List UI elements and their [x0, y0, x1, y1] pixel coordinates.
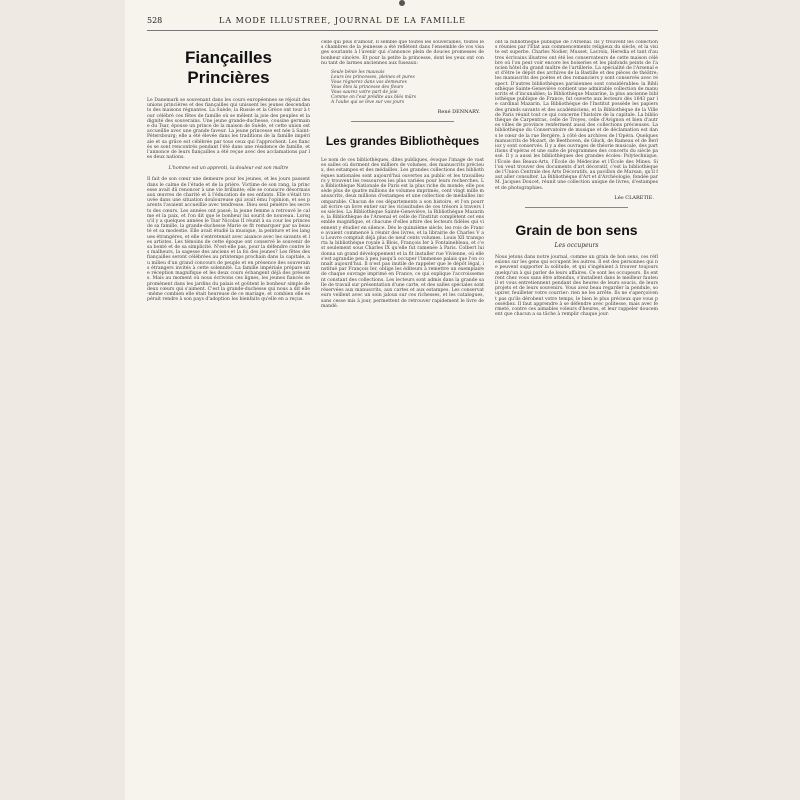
- verse-intro: celle qui plus d'amour, Il semble que toutes les souveraines, toutes les chambres de la jeunesse a été reflètent dans l'ensemble de vos visages souriants à l'avenir qui s'annonce plein de douces promesses de bonheur sincère. Et pour la petite la princesse, dont les yeux ont connu tant de larmes anciennes aux fuseaux:: [321, 40, 484, 66]
- article-body-fiancailles-continued: Il fait de son cœur une demeure pour les jeunes, et les jours passent dans le calme de l'étude et de la prière. Victime de son rang, la princesse avait dû renoncer à une vie brillante; elle se consacre désormais aux œuvres de charité et à l'éducation de ses enfants. Elle s'était trouvée dans une situation douloureuse qui avait ému l'opinion, et ses parents l'avaient accueillie avec tendresse. Dieu seul pénètre les secrets des cœurs. Les années ont passé; la jeune femme a retrouvé le calme et la paix, et l'on dit que le bonheur lui sourit de nouveau. Lorsqu'il y a quelques années le Tsar Nicolas II réunit à sa cour les princes de sa famille, la grande-duchesse Marie se fit remarquer par sa beauté et sa modestie. Elle avait étudié la musique, la peinture et les langues étrangères, et elle s'entretenait avec aisance avec les savants et les artistes. Les témoins de cette époque ont conservé le souvenir de sa bonté et de sa simplicité. N'est-elle pas, pour la défendre contre les malheurs, la sagesse des anciens et la foi des jeunes? Les fêtes des fiançailles seront célébrées au printemps prochain dans la capitale, au milieu d'un grand concours de peuple et en présence des souverains étrangers invités à cette solennité. La famille impériale prépare une réception magnifique et les deux cours échangent déjà des présents. Mais au moment où nous écrivons ces lignes, les jeunes fiancés se promènent dans les jardins du palais et goûtent le bonheur simple de deux cœurs qui s'aiment. C'est la grande-duchesse qui nous a dit elle-même combien elle était heureuse de ce mariage, et combien elle espérait rendre à son pays d'adoption les bienfaits qu'elle en a reçus.: [147, 177, 310, 303]
- poem-line: Vous saurez votre part de joie: [331, 90, 398, 96]
- article-title-fiancailles: Fiançailles Princières: [185, 48, 272, 87]
- article-body-bibliotheques-continued: ont la bibliothèque publique de l'Arsenal. Ils y trouvent les collections réunies par l'État aux commencements religieux du siècle, et la visite est superbe. Charles Nodier, Musset, Lacroix, Heredia et tant d'autres écrivains illustres ont été les conservateurs de cette maison célèbre où l'on peut voir encore les boiseries et les plafonds peints de l'ancien hôtel du grand maître de l'artillerie. La spécialité de l'Arsenal est d'être le dépôt des archives de la Bastille et des pièces de théâtre; les manuscrits des poètes et des romanciers y sont conservés avec respect. D'autres bibliothèques parisiennes sont considérables: la Bibliothèque Sainte-Geneviève contient une admirable collection de manuscrits et d'incunables; la Bibliothèque Mazarine, la plus ancienne bibliothèque publique de France, fut ouverte aux lecteurs dès 1643 par le cardinal Mazarin. La Bibliothèque de l'Institut possède les papiers des grands savants et des académiciens, et la Bibliothèque de la Ville de Paris réunit tout ce qui concerne l'histoire de la capitale. La bibliothèque de Carpentras, celle de Troyes, celle d'Avignon et bien d'autres villes de province renferment aussi des collections précieuses. La bibliothèque du Conservatoire de musique et de déclamation est dans le cœur de la rue Bergère, à côté des archives de l'Opéra. Quelques manuscrits de Mozart, de Beethoven, de Gluck, de Rameau et de Berlioz y sont conservés. Il y a des ouvrages de théorie musicale, des partitions d'opéras et une suite de programmes des concerts du siècle passé. Il y a aussi les bibliothèques des grandes écoles: Polytechnique, l'École des Beaux-Arts, l'École de Médecine et l'École des Mines. Si l'on veut trouver des documents d'art décoratif, c'est la bibliothèque de l'Union Centrale des Arts Décoratifs, au pavillon de Marsan, qu'il faut aller consulter. La Bibliothèque d'Art et d'Archéologie, fondée par M. Jacques Doucet, réunit une collection unique de livres, d'estampes et de photographies.: [495, 40, 658, 191]
- article-caption: L'homme est un apprenti, la douleur est son maître: [168, 166, 289, 172]
- poem-line: Vous régnerez dans vos demeures: [331, 80, 407, 86]
- column-right: [495, 40, 658, 772]
- poem-line: Vous êtes la princesse des fleurs: [331, 85, 404, 91]
- poem: [331, 70, 474, 105]
- poem-signature: René DENNARY.: [437, 109, 480, 116]
- article-subtitle-grain: Les occupeurs: [554, 241, 599, 249]
- section-divider: [351, 121, 454, 122]
- poem-line: Seule bénie les mauvais: [331, 70, 385, 76]
- article-title-grain: Grain de bon sens: [515, 221, 638, 238]
- article-title-bibliotheques: Les grandes Bibliothèques: [325, 134, 480, 149]
- article-body-bibliotheques: Le nom de ces bibliothèques, dites publiques, évoque l'image de vastes salles où dorment des milliers de volumes, des manuscrits précieux, des estampes et des médailles. Les grandes collections des bibliothèques nationales sont aujourd'hui ouvertes au public et les travailleurs y trouvent les ressources les plus variées pour leurs recherches. La Bibliothèque Nationale de Paris est la plus riche du monde; elle possède plus de quatre millions de volumes imprimés, cent vingt mille manuscrits, deux millions d'estampes et une collection de médailles incomparable. Chacun de ces départements a son histoire, et l'on pourrait écrire un livre entier sur les vicissitudes de ces trésors à travers les siècles. La Bibliothèque Sainte-Geneviève, la Bibliothèque Mazarine, la Bibliothèque de l'Arsenal et celle de l'Institut complètent cet ensemble magnifique, et chacune d'elles attire des lecteurs fidèles qui viennent y étudier en silence. Dès le quinzième siècle, les rois de France avaient commencé à réunir des livres, et la librairie de Charles V au Louvre comptait déjà plus de neuf cents volumes. Louis XII transporta la bibliothèque royale à Blois, François Ier à Fontainebleau, et c'est seulement sous Charles IX qu'elle fut ramenée à Paris. Colbert lui donna un grand développement et la fit installer rue Vivienne, où elle s'est agrandie peu à peu jusqu'à occuper l'immense palais que l'on connaît aujourd'hui. Il n'est pas inutile de rappeler que le dépôt légal, institué par François Ier, oblige les éditeurs à remettre un exemplaire de chaque ouvrage imprimé en France, ce qui explique l'accroissement constant des collections. Les lecteurs sont admis dans la grande salle de travail sur présentation d'une carte, et des salles spéciales sont réservées aux manuscrits, aux cartes et aux estampes. Les conservateurs veillent avec un soin jaloux sur ces richesses, et les catalogues, sans cesse mis à jour, permettent de retrouver rapidement le livre demandé.: [321, 158, 484, 309]
- article-body-grain: Nous jetons dans notre journal, comme un grain de bon sens, ces réflexions sur les gens qui occupent les autres. Il est des personnes qui ne peuvent supporter la solitude, et qui s'ingénient à trouver toujours quelqu'un à qui parler de leurs affaires. Ce sont les occupeurs. Ils entrent chez vous sans être attendus, s'installent dans le meilleur fauteuil et vous entretiennent pendant des heures de leurs soucis, de leurs projets et de leurs souvenirs. Vous avez beau regarder la pendule, soupirer, feuilleter votre courrier: rien ne les arrête. Ils ne s'aperçoivent pas qu'ils dérobent votre temps, le bien le plus précieux que vous possédiez. Il faut apprendre à se défendre avec politesse, mais avec fermeté, contre ces aimables voleurs d'heures, et leur rappeler doucement que chacun a sa tâche à remplir chaque jour.: [495, 254, 658, 318]
- article-body-fiancailles: Le Danemark se souvenant dans les cours européennes se réjouit des unions princières et des fiançailles qui unissent les jeunes descendants des maisons régnantes. La Suède, la Russie et la Grèce ont tour à tour célébré ces fêtes de famille où se mêlent la joie des peuples et la dignité des souverains. Une jeune grande-duchesse, cousine germaine du Tsar, épouse un prince de la maison de Suède, et cette union est accueillie avec une grande faveur. La jeune princesse est née à Saint-Pétersbourg; elle a été élevée dans les traditions de la famille impériale et sa grâce est célébrée par tous ceux qui l'approchent. Les fiancés se sont rencontrés pendant l'été dans une résidence de famille, et l'annonce de leurs fiançailles a été reçue avec des acclamations par les deux nations.: [147, 98, 310, 161]
- column-middle: [321, 40, 484, 772]
- poem-line: Leurs les princesses, pleines et pures: [331, 75, 415, 81]
- header-rule: [147, 30, 658, 31]
- binding-hole: [399, 0, 405, 6]
- page-header: [147, 16, 658, 28]
- journal-title: LA MODE ILLUSTRÉE, JOURNAL DE LA FAMILLE: [219, 16, 466, 25]
- poem-line: Comme on l'eut prédite aux blés mûrs: [331, 95, 416, 101]
- column-left: [147, 40, 310, 772]
- poem-line: A l'aube qui se lève sur vos jours: [331, 100, 405, 106]
- article-signature: Léo CLARETIE.: [614, 194, 654, 201]
- section-divider: [525, 207, 628, 208]
- magazine-page: [125, 0, 680, 800]
- page-number: 528: [147, 16, 163, 25]
